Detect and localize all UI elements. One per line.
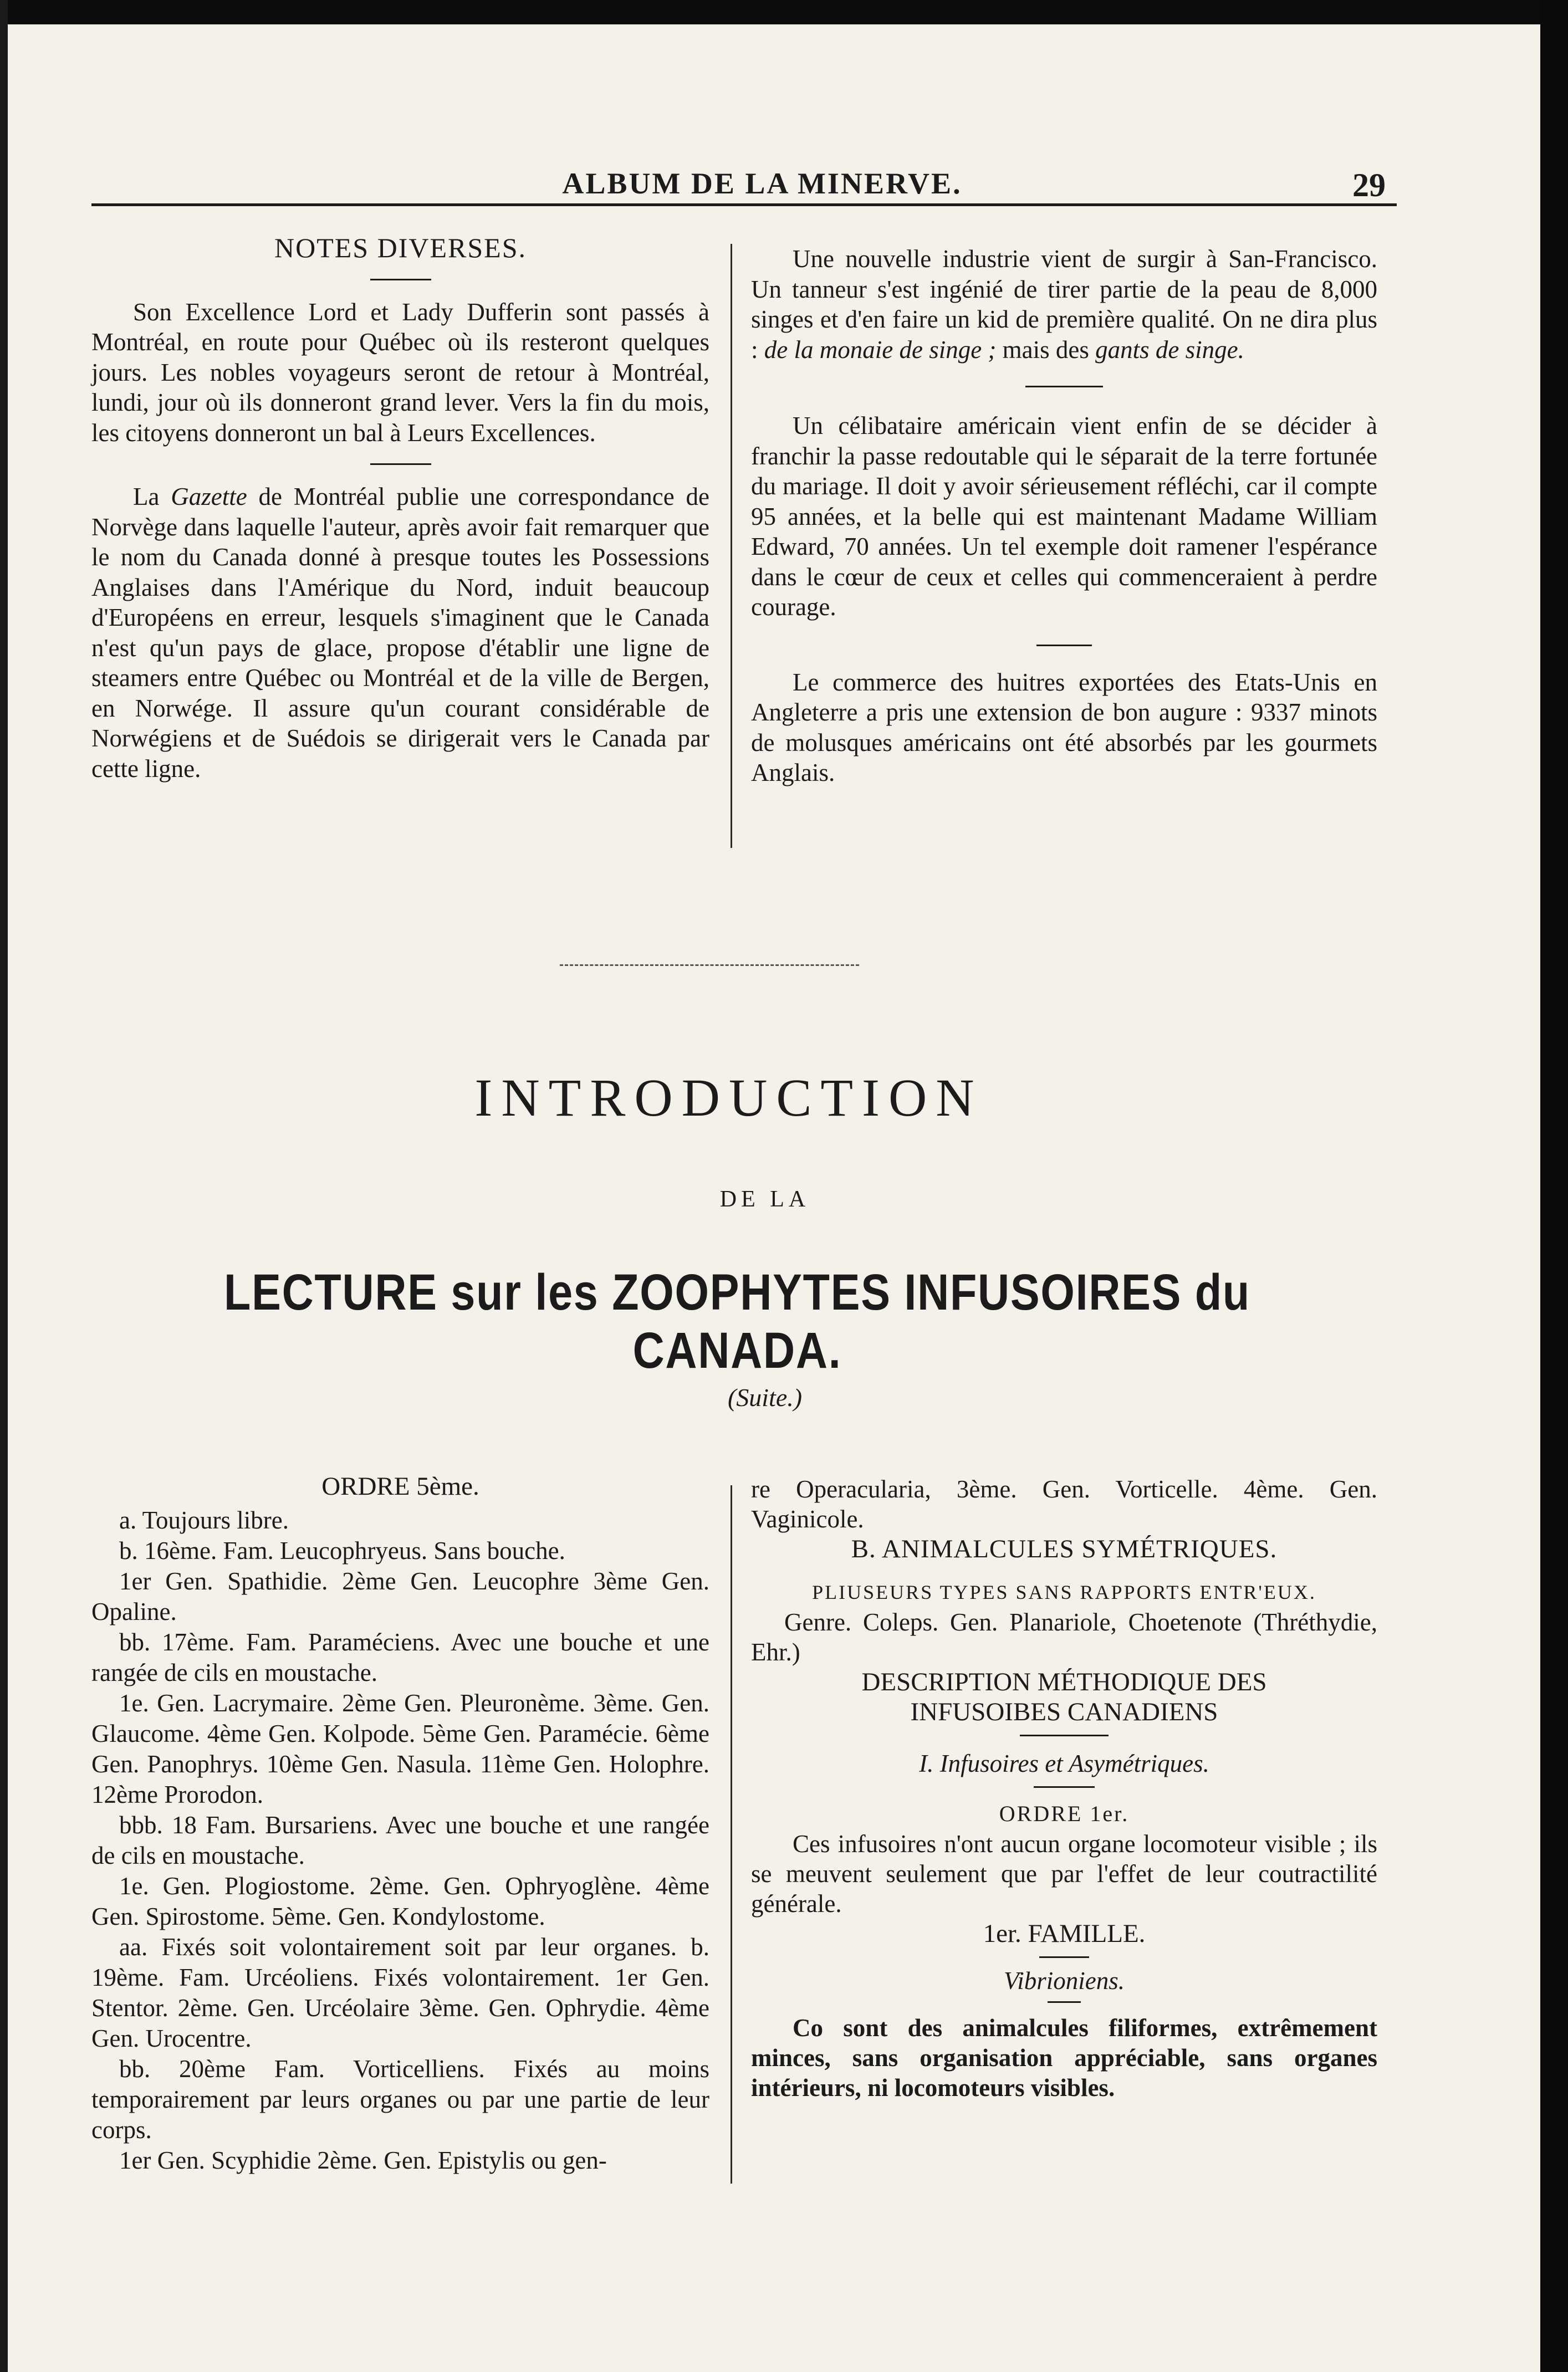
subsection-heading: I. Infusoires et Asymétriques. <box>919 1750 1209 1777</box>
classification-line: 1er Gen. Scyphidie 2ème. Gen. Epistylis ou gen- <box>119 2146 607 2174</box>
notes-left-column <box>91 233 709 784</box>
scan-border-left <box>0 0 8 2372</box>
continued-label: (Suite.) <box>727 1383 803 1412</box>
types-heading: PLIUSEURS TYPES SANS RAPPORTS ENTR'EUX. <box>812 1581 1316 1603</box>
note-paragraph: La Gazette de Montréal publie une correspondance de Norvège dans laquelle l'auteur, après avoir fait remarquer que le nom du Canada donné à presque toutes les Possessions Anglaises dans l'Amérique du Nord, induit beaucoup d'Européens en erreur, lesquels s'imaginent que le Canada n'est qu'un pays de glace, propose d'établir une ligne de steamers entre Québec ou Montréal et de la ville de Bergen, en Norwége. Il assure qu'un courant considérable de Norwégiens et de Suédois se dirigerait vers le Canada par cette ligne. <box>91 483 709 783</box>
newspaper-name: Gazette <box>171 483 247 510</box>
description-paragraph: Ces infusoires n'ont aucun organe locomoteur visible ; ils se meuvent seulement que par l'effet de leur coutractilité générale. <box>751 1830 1377 1918</box>
article-title: INTRODUCTION <box>474 1068 983 1127</box>
classification-line: a. Toujours libre. <box>119 1506 289 1534</box>
classification-line: b. 16ème. Fam. Leucophryeus. Sans bouche. <box>119 1537 565 1565</box>
divider-rule <box>1020 1735 1109 1736</box>
ordre-heading: ORDRE 5ème. <box>321 1472 479 1501</box>
page-number: 29 <box>1352 167 1386 203</box>
classification-line: 1e. Gen. Plogiostome. 2ème. Gen. Ophryoglène. 4ème Gen. Spirostome. 5ème. Gen. Kondylostome. <box>91 1872 709 1930</box>
divider-rule <box>1025 386 1103 387</box>
note-italic: de la monaie de singe ; <box>764 335 997 364</box>
article-subtitle: DE LA <box>719 1187 810 1212</box>
notes-right-column <box>751 244 1377 788</box>
scan-border-right <box>1540 0 1568 2372</box>
ordre-heading: ORDRE 1er. <box>999 1801 1130 1826</box>
note-paragraph: Le commerce des huitres exportées des Etats-Unis en Angleterre a pris une extension de bon augure : 9337 minots de molusques américains ont été absorbés par les gourmets Anglais. <box>751 668 1377 786</box>
description-heading: DESCRIPTION MÉTHODIQUE DES <box>861 1668 1267 1696</box>
notes-title: NOTES DIVERSES. <box>274 232 527 263</box>
note-paragraph <box>751 244 1377 365</box>
note-text: Une nouvelle industrie vient de surgir à San-Francisco. Un tanneur s'est ingénié de tirer partie de la peau de 8,000 singes et d'en faire un kid de première qualité. On ne dira plus : <box>751 245 1377 364</box>
classification-line: bb. 20ème Fam. Vorticelliens. Fixés au moins temporairement par leurs organes ou par une partie de leur corps. <box>91 2055 709 2144</box>
classification-line: aa. Fixés soit volontairement soit par leur organes. b. 19ème. Fam. Urcéoliens. Fixés volontairement. 1er Gen. Stentor. 2ème. Gen. Urcéolaire 3ème. Gen. Ophrydie. 4ème Gen. Urocentre. <box>91 1933 709 2052</box>
header-rule <box>91 203 1397 206</box>
classification-line: re Operacularia, 3ème. Gen. Vorticelle. 4ème. Gen. Vaginicole. <box>751 1475 1377 1533</box>
classification-line: 1er Gen. Spathidie. 2ème Gen. Leucophre 3ème Gen. Opaline. <box>91 1567 709 1625</box>
classification-line: Genre. Coleps. Gen. Planariole, Choetenote (Thréthydie, Ehr.) <box>751 1608 1377 1666</box>
note-paragraph: Son Excellence Lord et Lady Dufferin sont passés à Montréal, en route pour Québec où ils resteront quelques jours. Les nobles voyageurs seront de retour à Montréal, lundi, jour où ils donneront grand lever. Vers la fin du mois, les citoyens donneront un bal à Leurs Excellences. <box>91 298 709 447</box>
column-divider <box>731 1485 732 2184</box>
divider-rule <box>1039 1956 1089 1958</box>
running-title: ALBUM DE LA MINERVE. <box>562 167 962 200</box>
classification-line: 1e. Gen. Lacrymaire. 2ème Gen. Pleuronème. 3ème. Gen. Glaucome. 4ème Gen. Kolpode. 5ème Gen. Paramécie. 6ème Gen. Panophrys. 10ème Gen. Nasula. 11ème Gen. Holophre. 12ème Prorodon. <box>91 1689 709 1808</box>
article-right-column <box>751 1474 1377 2103</box>
divider-rule <box>1048 2001 1081 2003</box>
divider-rule <box>1036 645 1092 646</box>
classification-line: bb. 17ème. Fam. Paraméciens. Avec une bouche et une rangée de cils en moustache. <box>91 1628 709 1686</box>
note-text: mais des <box>1002 335 1089 364</box>
description-heading: INFUSOIBES CANADIENS <box>910 1698 1218 1726</box>
divider-rule <box>1034 1786 1095 1788</box>
family-name: Vibrioniens. <box>1004 1967 1125 1995</box>
divider-rule <box>370 463 431 465</box>
section-divider <box>560 964 859 966</box>
description-paragraph: Co sont des animalcules filiformes, extrêmement minces, sans organisation appréciable, sans organes intérieurs, ni locomoteurs visibles. <box>751 2014 1377 2102</box>
classification-line: bbb. 18 Fam. Bursariens. Avec une bouche et une rangée de cils en moustache. <box>91 1811 709 1869</box>
note-italic: gants de singe. <box>1095 335 1244 364</box>
article-left-column <box>91 1471 709 2176</box>
divider-rule <box>370 279 431 280</box>
famille-heading: 1er. FAMILLE. <box>983 1919 1146 1948</box>
article-headline: LECTURE sur les ZOOPHYTES INFUSOIRES du CANADA. <box>224 1264 1250 1379</box>
section-heading: B. ANIMALCULES SYMÉTRIQUES. <box>851 1535 1278 1563</box>
note-paragraph: Un célibataire américain vient enfin de se décider à franchir la passe redoutable qui le séparait de la terre fortunée du mariage. Il doit y avoir sérieusement réfléchi, car il compte 95 années, et la belle qui est maintenant Madame William Edward, 70 années. Un tel exemple doit ramener l'espérance dans le cœur de ceux et celles qui commenceraient à perdre courage. <box>751 412 1377 621</box>
column-divider <box>731 244 732 848</box>
scan-border-top <box>0 0 1568 24</box>
